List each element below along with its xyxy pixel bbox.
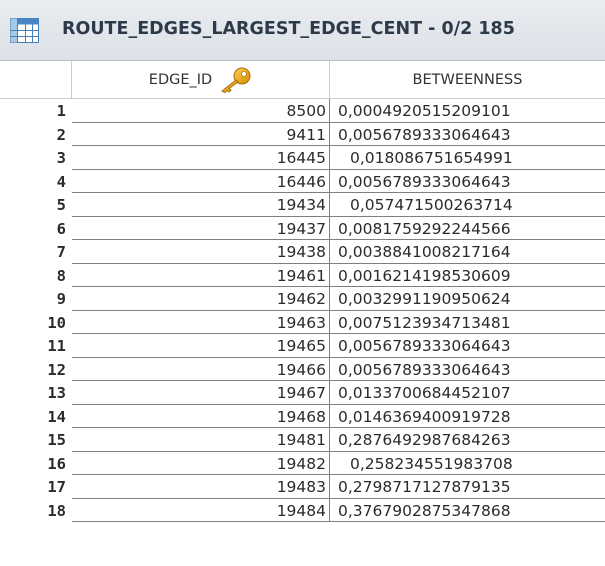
row-number[interactable]: 17 bbox=[47, 478, 66, 496]
cell-edge-id[interactable]: 19434 bbox=[72, 193, 330, 217]
cell-edge-id[interactable]: 19481 bbox=[72, 428, 330, 452]
cell-betweenness[interactable] bbox=[330, 146, 605, 170]
table-row[interactable] bbox=[0, 475, 605, 499]
cell-betweenness-value: 0,2798717127879135 bbox=[338, 478, 511, 496]
cell-betweenness-value: 0,0056789333064643 bbox=[338, 360, 511, 379]
cell-betweenness-value: 0,0032991190950624 bbox=[338, 290, 511, 308]
row-number[interactable]: 5 bbox=[56, 196, 66, 214]
window-title: ROUTE_EDGES_LARGEST_EDGE_CENT - 0/2 185 bbox=[62, 19, 515, 39]
column-header-label: BETWEENNESS bbox=[412, 71, 523, 88]
row-number[interactable]: 14 bbox=[47, 407, 66, 426]
cell-betweenness-value: 0,258234551983708 bbox=[350, 454, 513, 473]
table-row[interactable] bbox=[0, 428, 605, 452]
cell-betweenness[interactable] bbox=[330, 428, 605, 452]
row-number[interactable]: 18 bbox=[47, 501, 66, 520]
cell-betweenness-value: 0,2876492987684263 bbox=[338, 431, 511, 449]
cell-edge-id[interactable]: 19468 bbox=[72, 405, 330, 429]
row-number[interactable]: 2 bbox=[56, 125, 66, 144]
cell-edge-id[interactable]: 19482 bbox=[72, 452, 330, 476]
cell-betweenness-value: 0,0056789333064643 bbox=[338, 125, 511, 144]
row-number[interactable]: 16 bbox=[47, 454, 66, 473]
row-header-corner[interactable] bbox=[0, 61, 72, 99]
cell-edge-id[interactable]: 19438 bbox=[72, 240, 330, 264]
table-row[interactable] bbox=[0, 499, 605, 523]
cell-betweenness[interactable] bbox=[330, 311, 605, 335]
row-number[interactable]: 6 bbox=[56, 219, 66, 238]
table-row[interactable] bbox=[0, 334, 605, 358]
cell-betweenness[interactable] bbox=[330, 287, 605, 311]
cell-edge-id[interactable]: 19465 bbox=[72, 334, 330, 358]
row-number[interactable]: 1 bbox=[56, 102, 66, 120]
cell-betweenness-value: 0,0056789333064643 bbox=[338, 337, 511, 355]
cell-edge-id[interactable]: 19463 bbox=[72, 311, 330, 335]
table-row[interactable] bbox=[0, 146, 605, 170]
cell-betweenness[interactable] bbox=[330, 264, 605, 288]
row-number[interactable]: 13 bbox=[47, 384, 66, 402]
cell-betweenness-value: 0,0081759292244566 bbox=[338, 219, 511, 238]
row-number[interactable]: 4 bbox=[56, 172, 66, 191]
cell-edge-id[interactable]: 19437 bbox=[72, 217, 330, 241]
cell-betweenness-value: 0,0016214198530609 bbox=[338, 266, 511, 285]
cell-betweenness[interactable] bbox=[330, 452, 605, 476]
row-number[interactable]: 9 bbox=[56, 290, 66, 308]
row-number[interactable]: 11 bbox=[47, 337, 66, 355]
table-row[interactable] bbox=[0, 381, 605, 405]
cell-edge-id[interactable]: 16446 bbox=[72, 170, 330, 194]
cell-edge-id[interactable]: 16445 bbox=[72, 146, 330, 170]
window-titlebar[interactable] bbox=[0, 0, 605, 61]
cell-betweenness[interactable] bbox=[330, 123, 605, 147]
cell-edge-id[interactable]: 8500 bbox=[72, 99, 330, 123]
table-row[interactable] bbox=[0, 311, 605, 335]
table-row[interactable] bbox=[0, 240, 605, 264]
primary-key-icon bbox=[218, 67, 252, 93]
cell-betweenness-value: 0,0056789333064643 bbox=[338, 172, 511, 191]
column-header-betweenness[interactable] bbox=[330, 61, 605, 99]
table-row[interactable] bbox=[0, 405, 605, 429]
table-row[interactable] bbox=[0, 99, 605, 123]
cell-betweenness[interactable] bbox=[330, 358, 605, 382]
cell-edge-id[interactable]: 9411 bbox=[72, 123, 330, 147]
table-row[interactable] bbox=[0, 264, 605, 288]
cell-edge-id[interactable]: 19466 bbox=[72, 358, 330, 382]
row-number[interactable]: 3 bbox=[56, 149, 66, 167]
table-icon bbox=[10, 18, 39, 43]
cell-betweenness[interactable] bbox=[330, 499, 605, 523]
cell-betweenness[interactable] bbox=[330, 381, 605, 405]
cell-edge-id[interactable]: 19483 bbox=[72, 475, 330, 499]
cell-edge-id[interactable]: 19467 bbox=[72, 381, 330, 405]
table-row[interactable] bbox=[0, 452, 605, 476]
row-number[interactable]: 7 bbox=[56, 243, 66, 261]
cell-betweenness-value: 0,3767902875347868 bbox=[338, 501, 511, 520]
cell-betweenness[interactable] bbox=[330, 334, 605, 358]
row-number[interactable]: 8 bbox=[56, 266, 66, 285]
cell-edge-id[interactable]: 19461 bbox=[72, 264, 330, 288]
table-row[interactable] bbox=[0, 287, 605, 311]
table-row[interactable] bbox=[0, 193, 605, 217]
cell-betweenness[interactable] bbox=[330, 99, 605, 123]
table-row[interactable] bbox=[0, 170, 605, 194]
table-body bbox=[0, 99, 605, 522]
data-grid[interactable] bbox=[0, 61, 605, 566]
cell-betweenness-value: 0,018086751654991 bbox=[350, 149, 513, 167]
cell-betweenness[interactable] bbox=[330, 240, 605, 264]
column-header-row bbox=[0, 61, 605, 99]
table-row[interactable] bbox=[0, 123, 605, 147]
cell-betweenness-value: 0,0075123934713481 bbox=[338, 313, 511, 332]
table-row[interactable] bbox=[0, 358, 605, 382]
cell-betweenness-value: 0,0146369400919728 bbox=[338, 407, 511, 426]
cell-edge-id[interactable]: 19484 bbox=[72, 499, 330, 523]
row-number[interactable]: 10 bbox=[47, 313, 66, 332]
cell-betweenness[interactable] bbox=[330, 475, 605, 499]
column-header-edge-id[interactable] bbox=[72, 61, 330, 99]
cell-betweenness-value: 0,0004920515209101 bbox=[338, 102, 511, 120]
cell-betweenness[interactable] bbox=[330, 193, 605, 217]
cell-betweenness[interactable] bbox=[330, 405, 605, 429]
row-number[interactable]: 15 bbox=[47, 431, 66, 449]
cell-edge-id[interactable]: 19462 bbox=[72, 287, 330, 311]
column-header-label: EDGE_ID bbox=[148, 71, 213, 88]
cell-betweenness[interactable] bbox=[330, 170, 605, 194]
cell-betweenness-value: 0,0038841008217164 bbox=[338, 243, 511, 261]
cell-betweenness-value: 0,0133700684452107 bbox=[338, 384, 511, 402]
cell-betweenness-value: 0,057471500263714 bbox=[350, 196, 513, 214]
table-row[interactable] bbox=[0, 217, 605, 241]
cell-betweenness[interactable] bbox=[330, 217, 605, 241]
row-number[interactable]: 12 bbox=[47, 360, 66, 379]
